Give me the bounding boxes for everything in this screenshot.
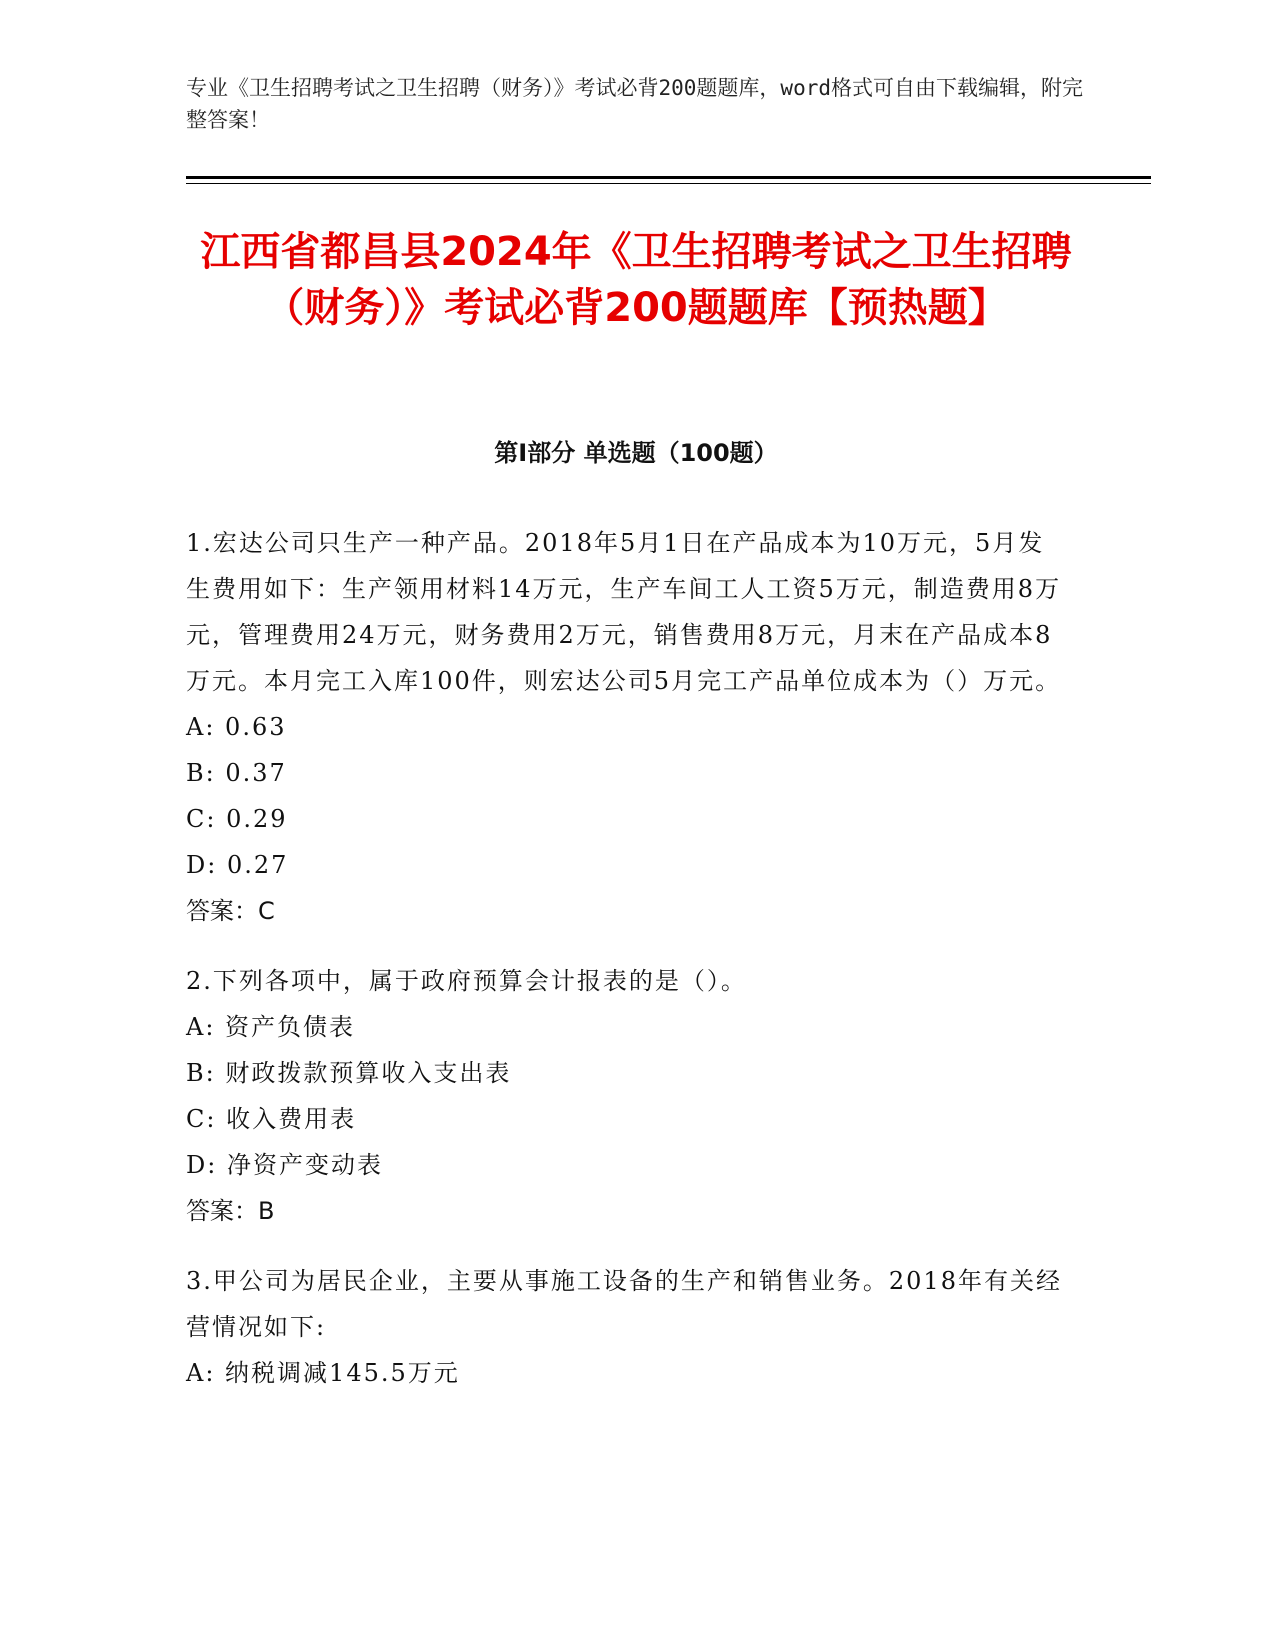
document-title: 江西省都昌县2024年《卫生招聘考试之卫生招聘（财务）》考试必背200题题库【预热题】 [200, 229, 1072, 331]
header-divider-thin [186, 183, 1151, 184]
option-a: A: 资产负债表 [186, 1013, 356, 1041]
question-stem: 1.宏达公司只生产一种产品。2018年5月1日在产品成本为10万元，5月发生费用如下：生产领用材料14万元，生产车间工人工资5万元，制造费用8万元，管理费用24万元，财务费用2万元，销售费用8万元，月末在产品成本8万元。本月完工入库100件，则宏达公司5月完工产品单位成本为（）万元。 [186, 529, 1062, 695]
question-item [186, 958, 1066, 1234]
option-c: C: 收入费用表 [186, 1105, 357, 1133]
answer-line: 答案：B [186, 1197, 275, 1225]
question-list [186, 520, 1066, 1420]
option-d: D: 0.27 [186, 851, 289, 879]
question-stem: 2.下列各项中，属于政府预算会计报表的是（）。 [186, 967, 747, 995]
header-note: 专业《卫生招聘考试之卫生招聘（财务）》考试必背200题题库，word格式可自由下载编辑，附完整答案！ [186, 76, 1083, 132]
option-d: D: 净资产变动表 [186, 1151, 383, 1179]
answer-line: 答案：C [186, 897, 275, 925]
option-b: B: 财政拨款预算收入支出表 [186, 1059, 512, 1087]
option-a: A: 0.63 [186, 713, 287, 741]
option-c: C: 0.29 [186, 805, 288, 833]
section-title: 第Ⅰ部分 单选题（100题） [494, 439, 778, 467]
question-stem: 3.甲公司为居民企业，主要从事施工设备的生产和销售业务。2018年有关经营情况如下: [186, 1267, 1062, 1341]
question-item [186, 520, 1066, 934]
option-b: B: 0.37 [186, 759, 287, 787]
header-divider-thick [186, 176, 1151, 179]
option-a: A: 纳税调减145.5万元 [186, 1359, 460, 1387]
question-item [186, 1258, 1066, 1396]
